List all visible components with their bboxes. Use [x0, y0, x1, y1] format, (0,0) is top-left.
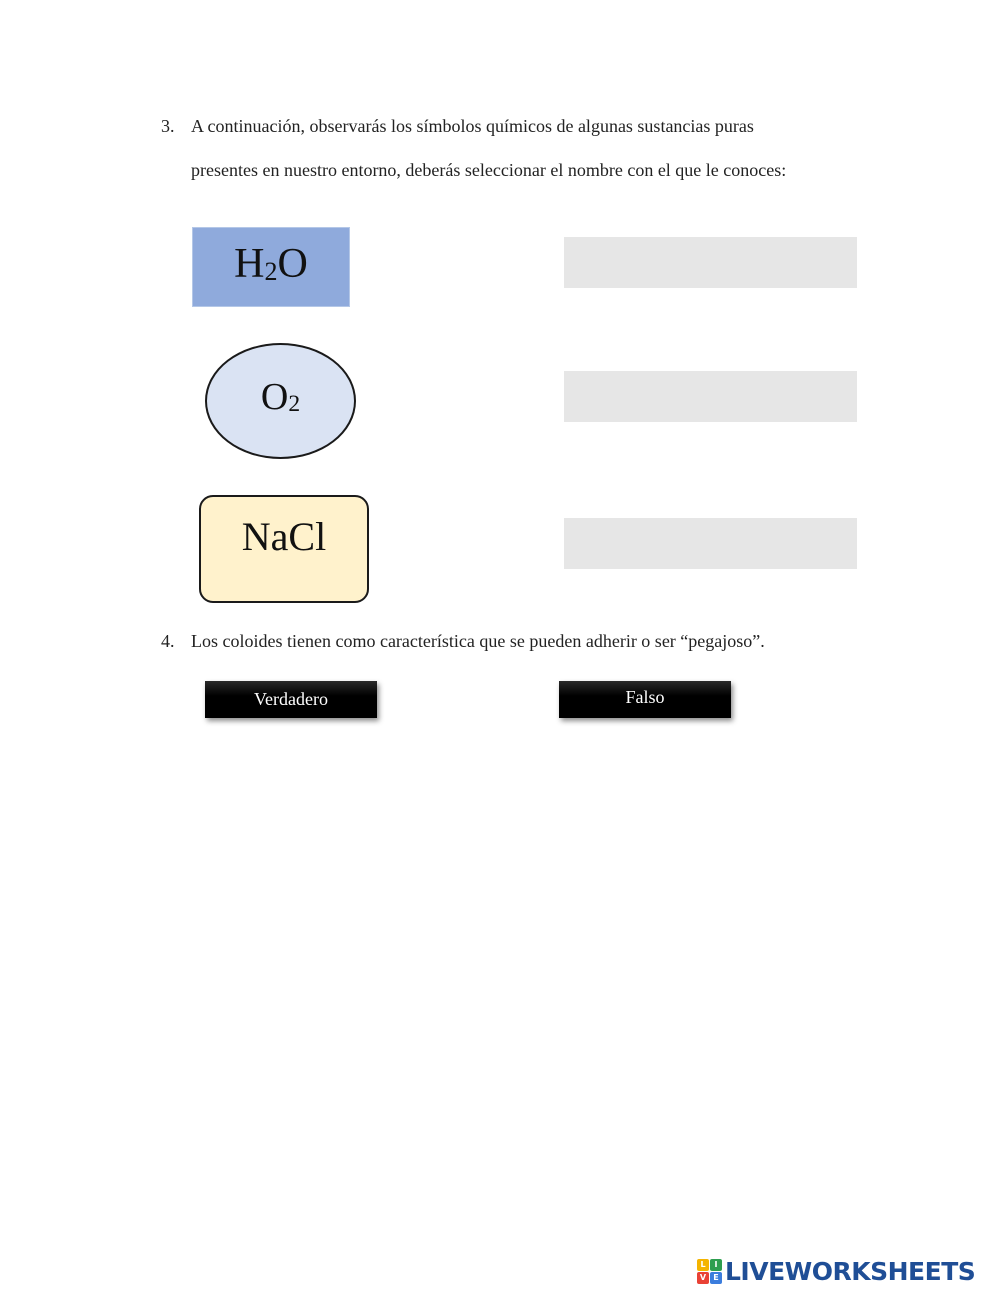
logo-letter-l: L — [697, 1259, 709, 1271]
logo-letter-e: E — [710, 1272, 722, 1284]
logo-letter-grid-icon — [697, 1259, 722, 1284]
nacl-answer-dropdown[interactable] — [564, 518, 857, 569]
question-3-number: 3. — [161, 116, 175, 136]
logo-text: LIVEWORKSHEETS — [725, 1256, 976, 1286]
question-3-text-line-1: A continuación, observarás los símbolos químicos de algunas sustancias puras — [191, 116, 754, 136]
false-button[interactable]: Falso — [559, 681, 731, 718]
o2-symbol — [205, 343, 356, 459]
logo-letter-i: I — [710, 1259, 722, 1271]
o2-subscript: 2 — [288, 391, 301, 418]
nacl-symbol — [199, 495, 369, 603]
h2o-subscript: 2 — [264, 257, 278, 287]
o2-answer-dropdown[interactable] — [564, 371, 857, 422]
h2o-answer-dropdown[interactable] — [564, 237, 857, 288]
true-button[interactable]: Verdadero — [205, 681, 377, 718]
question-4-number: 4. — [161, 631, 175, 651]
question-4-text: Los coloides tienen como característica que se pueden adherir o ser “pegajoso”. — [191, 631, 765, 651]
h2o-main: H — [234, 241, 265, 287]
question-3-text-line-2: presentes en nuestro entorno, deberás seleccionar el nombre con el que le conoces: — [191, 160, 787, 180]
logo-letter-v: V — [697, 1272, 709, 1284]
liveworksheets-logo — [697, 1256, 975, 1286]
h2o-symbol — [192, 227, 350, 307]
o2-main: O — [260, 376, 289, 418]
h2o-tail: O — [277, 241, 308, 287]
nacl-main: NaCl — [241, 514, 327, 559]
